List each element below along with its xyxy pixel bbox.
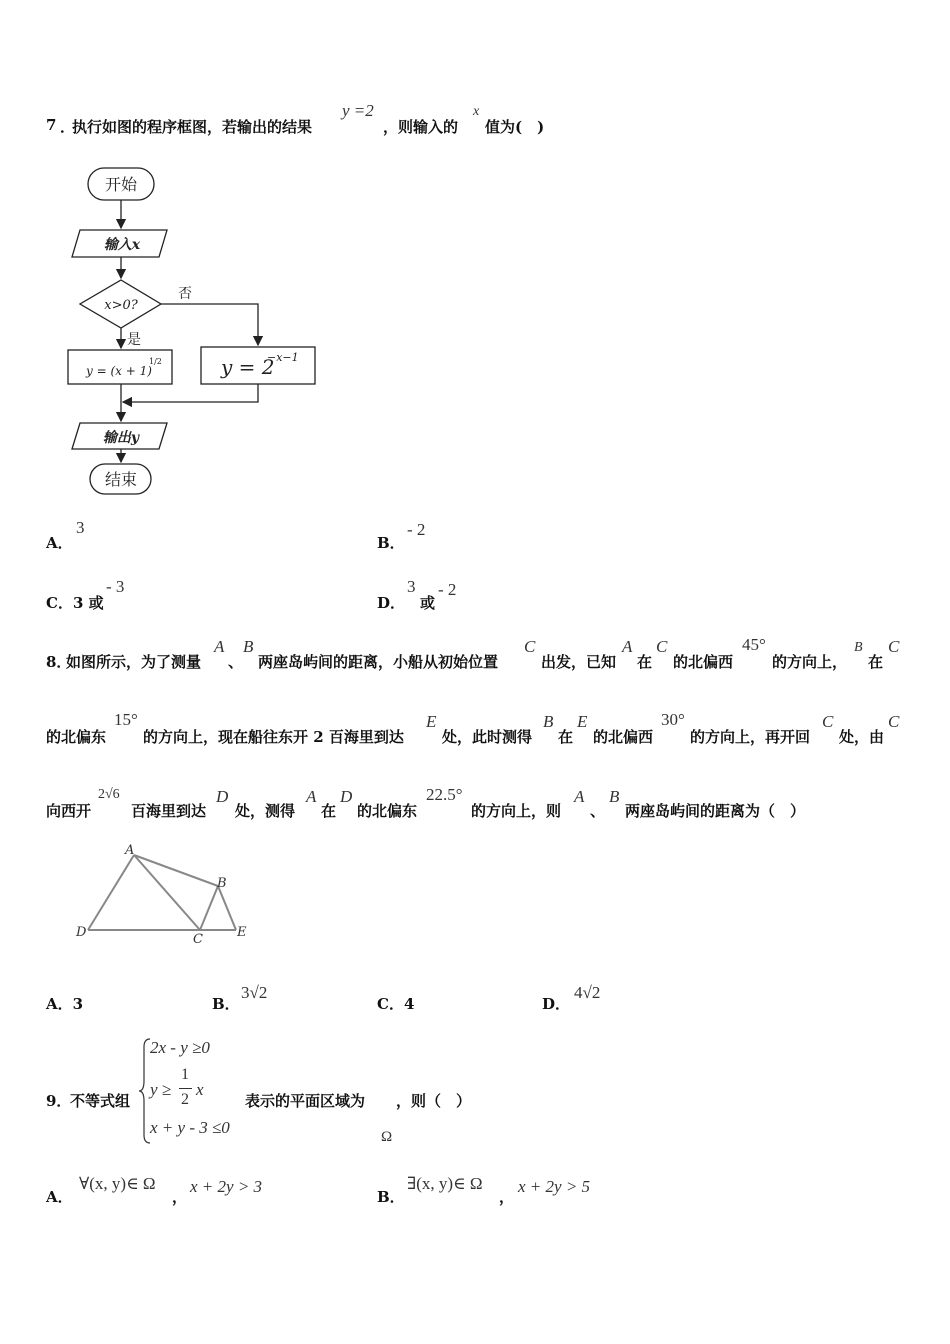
flow-decision-label: x>0?: [104, 298, 138, 313]
q8-text: 的北偏东: [357, 802, 418, 820]
q8-text: 的方向上，现在船往东开 2 百海里到达: [143, 728, 404, 746]
q7-stem-text-b: ，则输入的: [383, 118, 459, 136]
q7-option-d-value-1: 3: [407, 577, 416, 596]
q8-text: 在: [558, 728, 574, 746]
flow-yes-formula: y = (x + 1): [86, 364, 152, 378]
q7-option-b-label: B．: [377, 534, 405, 552]
q9-omega: Ω: [381, 1129, 393, 1145]
q8-option-a: A．3: [46, 995, 84, 1013]
q8-text: 的方向上，: [772, 653, 848, 671]
q7-option-a-value: 3: [76, 518, 85, 537]
q8-text: 两座岛屿间的距离，小船从初始位置: [258, 653, 499, 671]
q8-math: C: [888, 712, 900, 731]
q8-math: A: [622, 637, 633, 656]
q7-option-b-value: - 2: [407, 520, 426, 539]
segment-DA: [88, 855, 134, 930]
q9-option-a-quantifier: ∀(x, y)∈ Ω: [79, 1174, 156, 1193]
q8-distance: 2√6: [98, 787, 120, 802]
q8-text: 、: [590, 802, 606, 820]
q9-stem-b: 表示的平面区域为: [245, 1092, 366, 1110]
q8-text: 、: [228, 653, 244, 671]
flow-end-label: 结束: [104, 470, 138, 489]
q8-text: 的方向上，则: [471, 802, 562, 820]
q8-angle: 15°: [114, 710, 138, 729]
q9-stem-c: ，则（ ）: [396, 1092, 472, 1110]
q9-inequality-2-right: x: [196, 1080, 204, 1099]
q7-stem-text-c: 值为( ): [485, 118, 545, 136]
q8-math: D: [216, 787, 229, 806]
q8-option-d-label: D．: [542, 995, 571, 1013]
point-E-label: E: [237, 925, 247, 940]
q8-text: 的北偏西: [673, 653, 734, 671]
q8-text: 的北偏东: [46, 728, 107, 746]
q8-option-d-value: 4√2: [574, 983, 601, 1002]
q8-text: 在: [868, 653, 884, 671]
q9-stem-a: 不等式组: [70, 1092, 131, 1110]
q8-math: C: [524, 637, 536, 656]
q8-text: 处，测得: [235, 802, 296, 820]
segment-BC: [200, 886, 218, 930]
flow-no-label: 否: [178, 286, 192, 302]
q8-math: A: [306, 787, 317, 806]
q7-condition: y =2: [342, 101, 374, 120]
q8-text: 出发，已知: [541, 653, 617, 671]
q8-math: C: [656, 637, 668, 656]
q8-option-c: C．4: [377, 995, 415, 1013]
flow-no-exponent: −x−1: [267, 351, 299, 364]
q8-angle: 22.5°: [426, 785, 463, 804]
q9-option-a-sep: ，: [172, 1188, 188, 1206]
q9-option-b-inequality: x + 2y > 5: [518, 1177, 591, 1196]
q7-option-c-label: C．3 或: [46, 594, 104, 612]
q8-math: C: [822, 712, 834, 731]
q8-text: 的方向上，再开回: [690, 728, 811, 746]
q9-fraction-bar: [179, 1088, 192, 1089]
q9-option-a-inequality: x + 2y > 3: [190, 1177, 263, 1196]
flow-yes-label: 是: [127, 332, 141, 348]
q7-variable: x: [473, 104, 480, 119]
flow-output-label: 输出y: [102, 430, 140, 446]
point-B-label: B: [217, 876, 227, 891]
q9-option-b-quantifier: ∃(x, y)∈ Ω: [407, 1174, 483, 1193]
q7-number: 7: [46, 116, 57, 134]
q8-math: B: [854, 640, 863, 655]
flow-input-label: 输入x: [103, 237, 141, 253]
q9-inequality-3: x + y - 3 ≤0: [150, 1118, 230, 1137]
q8-text: 两座岛屿间的距离为（ ）: [625, 802, 806, 820]
q7-option-c-value: - 3: [106, 577, 125, 596]
q8-text: 如图所示，为了测量: [66, 653, 202, 671]
q9-fraction-numerator: 1: [181, 1066, 189, 1083]
q9-inequality-2-left: y ≥: [150, 1080, 172, 1099]
q9-option-a-label: A．: [46, 1188, 73, 1206]
q8-text: 在: [637, 653, 653, 671]
q8-math: C: [888, 637, 900, 656]
q7-option-a-label: A．: [46, 534, 73, 552]
q7-option-d-value-2: - 2: [438, 580, 457, 599]
q7-option-d-mid: 或: [420, 594, 436, 612]
q9-option-b-label: B．: [377, 1188, 405, 1206]
q8-math: E: [426, 712, 437, 731]
q8-option-b-value: 3√2: [241, 983, 268, 1002]
q8-angle: 45°: [742, 635, 766, 654]
q8-text: 向西开: [46, 802, 92, 820]
q9-fraction-denominator: 2: [181, 1091, 189, 1108]
q8-math: A: [214, 637, 225, 656]
q8-math: D: [340, 787, 353, 806]
flow-start-label: 开始: [104, 175, 138, 194]
q8-text: 的北偏西: [593, 728, 654, 746]
flow-no-formula: y = 2: [221, 355, 275, 379]
q9-number: 9．: [46, 1092, 72, 1110]
q8-text: 处，由: [839, 728, 885, 746]
flow-yes-exponent: 1/2: [149, 357, 162, 366]
q9-option-b-sep: ，: [499, 1188, 515, 1206]
q8-option-b-label: B．: [212, 995, 240, 1013]
point-C-label: C: [193, 932, 203, 947]
q7-stem-text-a: 执行如图的程序框图，若输出的结果: [72, 118, 313, 136]
point-D-label: D: [76, 925, 87, 940]
point-A-label: A: [125, 843, 135, 858]
q8-math: E: [577, 712, 588, 731]
q7-option-d-label: D．: [377, 594, 406, 612]
q8-math: B: [543, 712, 554, 731]
q8-math: A: [574, 787, 585, 806]
q8-text: 处，此时测得: [442, 728, 533, 746]
q8-number: 8．: [46, 653, 72, 671]
q8-angle: 30°: [661, 710, 685, 729]
q7-stem-a: ．: [60, 118, 76, 136]
q9-inequality-1: 2x - y ≥0: [150, 1038, 210, 1057]
q8-math: B: [243, 637, 254, 656]
segment-BE: [218, 886, 236, 930]
q8-text: 在: [321, 802, 337, 820]
q8-text: 百海里到达: [131, 802, 207, 820]
q8-math: B: [609, 787, 620, 806]
